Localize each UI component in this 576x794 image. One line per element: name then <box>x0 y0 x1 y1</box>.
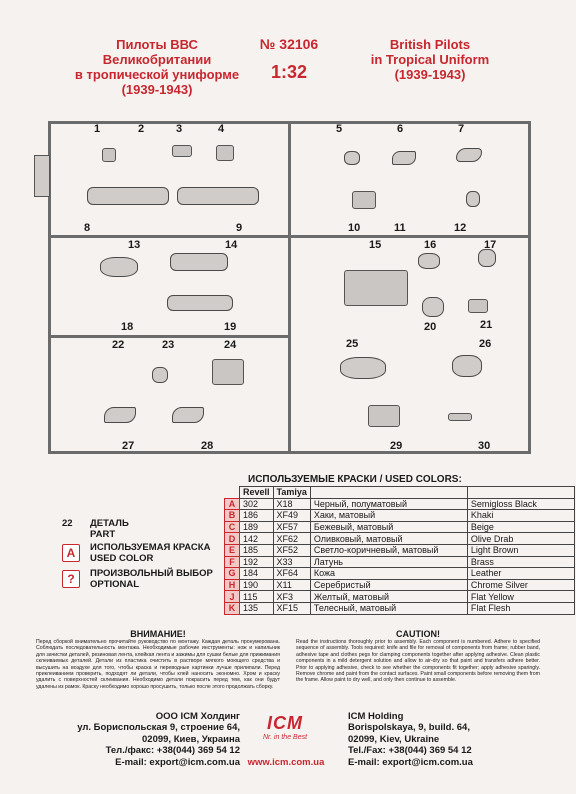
kit-number: № 32106 <box>259 36 319 52</box>
part-17-shape <box>478 249 496 267</box>
footer-ru <box>60 711 240 768</box>
legend-color-en: USED COLOR <box>90 553 154 564</box>
ru-title-line: Пилоты ВВС <box>116 37 198 52</box>
color-name-ru: Хаки, матовый <box>310 510 467 522</box>
footer-en-line: Borispolskaya, 9, build. 64, <box>348 722 470 734</box>
part-number: 8 <box>84 222 91 234</box>
color-name-ru: Серебристый <box>310 579 467 591</box>
part-3-shape <box>172 145 192 157</box>
part-number: 16 <box>424 239 437 251</box>
color-name-ru: Светло-коричневый, матовый <box>310 544 467 556</box>
part-number: 12 <box>454 222 467 234</box>
part-16-shape <box>418 253 440 269</box>
color-name-en: Beige <box>467 521 574 533</box>
part-21-shape <box>468 299 488 313</box>
legend <box>62 518 222 594</box>
tamiya-code: XF49 <box>273 510 310 522</box>
part-number: 13 <box>128 239 141 251</box>
logo-text: ICM <box>267 713 303 733</box>
color-letter: K <box>225 602 240 614</box>
scale: 1:32 <box>270 62 308 82</box>
tamiya-code: XF52 <box>273 544 310 556</box>
color-row <box>225 579 575 591</box>
ru-title <box>62 37 252 97</box>
part-number: 20 <box>424 321 437 333</box>
part-9-shape <box>177 187 259 205</box>
warning-ru-title: ВНИМАНИЕ! <box>130 629 186 639</box>
color-name-en: Khaki <box>467 510 574 522</box>
part-number: 23 <box>162 339 175 351</box>
color-row <box>225 521 575 533</box>
part-15-shape <box>344 270 408 306</box>
footer-ru-line: Тел./факс: +38(044) 369 54 12 <box>105 745 240 757</box>
tamiya-code: XF62 <box>273 533 310 545</box>
part-25-shape <box>340 357 386 379</box>
logo-tagline: Nr. in the Best <box>262 734 308 741</box>
footer-en <box>348 711 538 768</box>
ru-title-line: Великобритании <box>102 52 212 67</box>
color-name-ru: Кожа <box>310 568 467 580</box>
color-row <box>225 568 575 580</box>
warning-en <box>296 629 540 684</box>
icm-logo <box>250 712 320 756</box>
part-number: 21 <box>480 319 493 331</box>
part-number: 4 <box>218 123 225 135</box>
color-letter: B <box>225 510 240 522</box>
legend-part-number: 22 <box>62 518 73 529</box>
part-10-shape <box>352 191 376 209</box>
part-number: 19 <box>224 321 237 333</box>
color-row <box>225 591 575 603</box>
part-19-shape <box>167 295 233 311</box>
part-6-shape <box>392 151 416 165</box>
part-number: 3 <box>176 123 183 135</box>
part-number: 6 <box>397 123 404 135</box>
color-letter: C <box>225 521 240 533</box>
ru-title-line: (1939-1943) <box>121 82 193 97</box>
revell-code: 142 <box>240 533 274 545</box>
part-26-shape <box>452 355 482 377</box>
part-2-shape <box>102 148 116 162</box>
part-number: 7 <box>458 123 465 135</box>
part-number: 1 <box>94 123 101 135</box>
warning-en-title: CAUTION! <box>396 629 440 639</box>
col-tamiya: Tamiya <box>273 487 310 499</box>
part-number: 27 <box>122 440 135 452</box>
color-name-en: Olive Drab <box>467 533 574 545</box>
color-name-ru: Желтый, матовый <box>310 591 467 603</box>
part-number: 28 <box>201 440 214 452</box>
website[interactable]: www.icm.com.ua <box>247 757 325 768</box>
part-number: 5 <box>336 123 343 135</box>
color-letter: A <box>225 498 240 510</box>
en-title <box>345 37 515 82</box>
legend-part-en: PART <box>90 529 116 540</box>
part-7-shape <box>456 148 482 162</box>
color-name-ru: Черный, полуматовый <box>310 498 467 510</box>
revell-code: 115 <box>240 591 274 603</box>
col-revell: Revell <box>240 487 274 499</box>
part-14-shape <box>170 253 228 271</box>
part-4-shape <box>216 145 234 161</box>
tamiya-code: X11 <box>273 579 310 591</box>
part-13-shape <box>100 257 138 277</box>
part-number: 26 <box>479 338 492 350</box>
part-number: 29 <box>390 440 403 452</box>
warning-en-text: Read the instructions thoroughly prior to assembly. Each component is numbered. Adhere to specified sequence of assembly. Tools required: knife and file for removal of components from frame; rubber band, adhesive tape and clothes pegs for clamping components together after applying adhesive. Clean plastic components in a mild detergent solution and allow to air-dry so that paint and transfers adhere better. Prior to applying adhesive, check to see whether the components fit together; apply adhesive sparingly. Remove chrome and paint from the contact surfaces. Paint small components before removing them from the frame. Allow paint to dry well, and only then continue to assemble. <box>296 639 540 684</box>
revell-code: 185 <box>240 544 274 556</box>
tamiya-code: XF15 <box>273 602 310 614</box>
legend-optional-box: ? <box>62 570 80 588</box>
tamiya-code: XF57 <box>273 521 310 533</box>
color-name-ru: Оливковый, матовый <box>310 533 467 545</box>
revell-code: 186 <box>240 510 274 522</box>
footer-en-line: E-mail: export@icm.com.ua <box>348 756 473 768</box>
tamiya-code: XF64 <box>273 568 310 580</box>
color-name-ru: Телесный, матовый <box>310 602 467 614</box>
part-number: 10 <box>348 222 361 234</box>
part-29-shape <box>368 405 400 427</box>
part-number: 15 <box>369 239 382 251</box>
tamiya-code: X18 <box>273 498 310 510</box>
legend-color-box: A <box>62 544 80 562</box>
color-row <box>225 556 575 568</box>
color-row <box>225 510 575 522</box>
color-name-en: Flat Yellow <box>467 591 574 603</box>
color-name-en: Semigloss Black <box>467 498 574 510</box>
part-number: 11 <box>394 222 406 234</box>
color-row <box>225 544 575 556</box>
color-name-en: Flat Flesh <box>467 602 574 614</box>
legend-optional-en: OPTIONAL <box>90 579 140 590</box>
part-number: 14 <box>225 239 238 251</box>
footer-ru-line: 02099, Киев, Украина <box>142 733 240 745</box>
color-name-en: Light Brown <box>467 544 574 556</box>
footer-ru-line: ул. Бориспольская 9, строение 64, <box>77 722 240 734</box>
color-row <box>225 498 575 510</box>
part-number: 22 <box>112 339 125 351</box>
warning-ru <box>36 629 280 690</box>
color-letter: F <box>225 556 240 568</box>
color-name-en: Chrome Silver <box>467 579 574 591</box>
part-24-shape <box>212 359 244 385</box>
color-letter: J <box>225 591 240 603</box>
part-number: 24 <box>224 339 237 351</box>
warning-ru-text: Перед сборкой внимательно прочитайте руководство по монтажу. Каждая деталь пронумерована. Соблюдать последовательность монтажа. Необходимые рабочие инструменты: нож и напильник для зачистки деталей, резиновая лента, клейкая лента и зажимы для сушки белые для прижимания склеиваемых деталей. Детали из пластика очистить в растворе мягкого моющего средства и высушить на воздухе для того, чтобы краска и переводные картинки лучше прилипали. Перед приклеиванием проверить, подходят ли детали, чтобы клей наносить экономно. Хром и краску удалить с поверхностей склеивания. Необходимо детали покрасить перед тем, как они будут удалены из рамок. Краску необходимо хорошо просушить, только после этого продолжать сборку. <box>36 639 280 690</box>
en-title-line: British Pilots <box>389 37 471 52</box>
revell-code: 302 <box>240 498 274 510</box>
en-title-line: in Tropical Uniform <box>370 52 490 67</box>
part-number: 17 <box>484 239 497 251</box>
part-number: 18 <box>121 321 134 333</box>
colors-title: ИСПОЛЬЗУЕМЫЕ КРАСКИ / USED COLORS: <box>248 474 462 485</box>
revell-code: 135 <box>240 602 274 614</box>
part-23-shape <box>152 367 168 383</box>
tamiya-code: XF3 <box>273 591 310 603</box>
legend-optional-ru: ПРОИЗВОЛЬНЫЙ ВЫБОР <box>90 568 213 579</box>
part-8-shape <box>87 187 169 205</box>
part-5-shape <box>344 151 360 165</box>
color-letter: H <box>225 579 240 591</box>
footer-en-line: 02099, Kiev, Ukraine <box>348 733 440 745</box>
footer-en-line: ICM Holding <box>348 711 404 722</box>
revell-code: 189 <box>240 521 274 533</box>
legend-color-ru: ИСПОЛЬЗУЕМАЯ КРАСКА <box>90 542 211 553</box>
en-title-line: (1939-1943) <box>394 67 466 82</box>
color-name-en: Brass <box>467 556 574 568</box>
part-number: 9 <box>236 222 243 234</box>
footer-ru-line: ООО ICM Холдинг <box>155 711 240 722</box>
legend-part-ru: ДЕТАЛЬ <box>90 518 129 529</box>
part-12-shape <box>466 191 480 207</box>
color-letter: G <box>225 568 240 580</box>
part-28-shape <box>172 407 204 423</box>
color-row <box>225 533 575 545</box>
ru-title-line: в тропической униформе <box>74 67 240 82</box>
sprue-frame <box>42 115 537 460</box>
part-number: 30 <box>478 440 491 452</box>
part-number: 25 <box>346 338 359 350</box>
part-20-shape <box>422 297 444 317</box>
footer-en-line: Tel./Fax: +38(044) 369 54 12 <box>348 745 472 757</box>
revell-code: 184 <box>240 568 274 580</box>
color-letter: E <box>225 544 240 556</box>
color-row <box>225 602 575 614</box>
color-name-en: Leather <box>467 568 574 580</box>
part-30-shape <box>448 413 472 421</box>
revell-code: 192 <box>240 556 274 568</box>
part-number: 2 <box>138 123 145 135</box>
footer-ru-line: E-mail: export@icm.com.ua <box>115 756 240 768</box>
color-name-ru: Бежевый, матовый <box>310 521 467 533</box>
color-name-ru: Латунь <box>310 556 467 568</box>
colors-table <box>224 486 575 615</box>
revell-code: 190 <box>240 579 274 591</box>
color-letter: D <box>225 533 240 545</box>
part-27-shape <box>104 407 136 423</box>
tamiya-code: X33 <box>273 556 310 568</box>
